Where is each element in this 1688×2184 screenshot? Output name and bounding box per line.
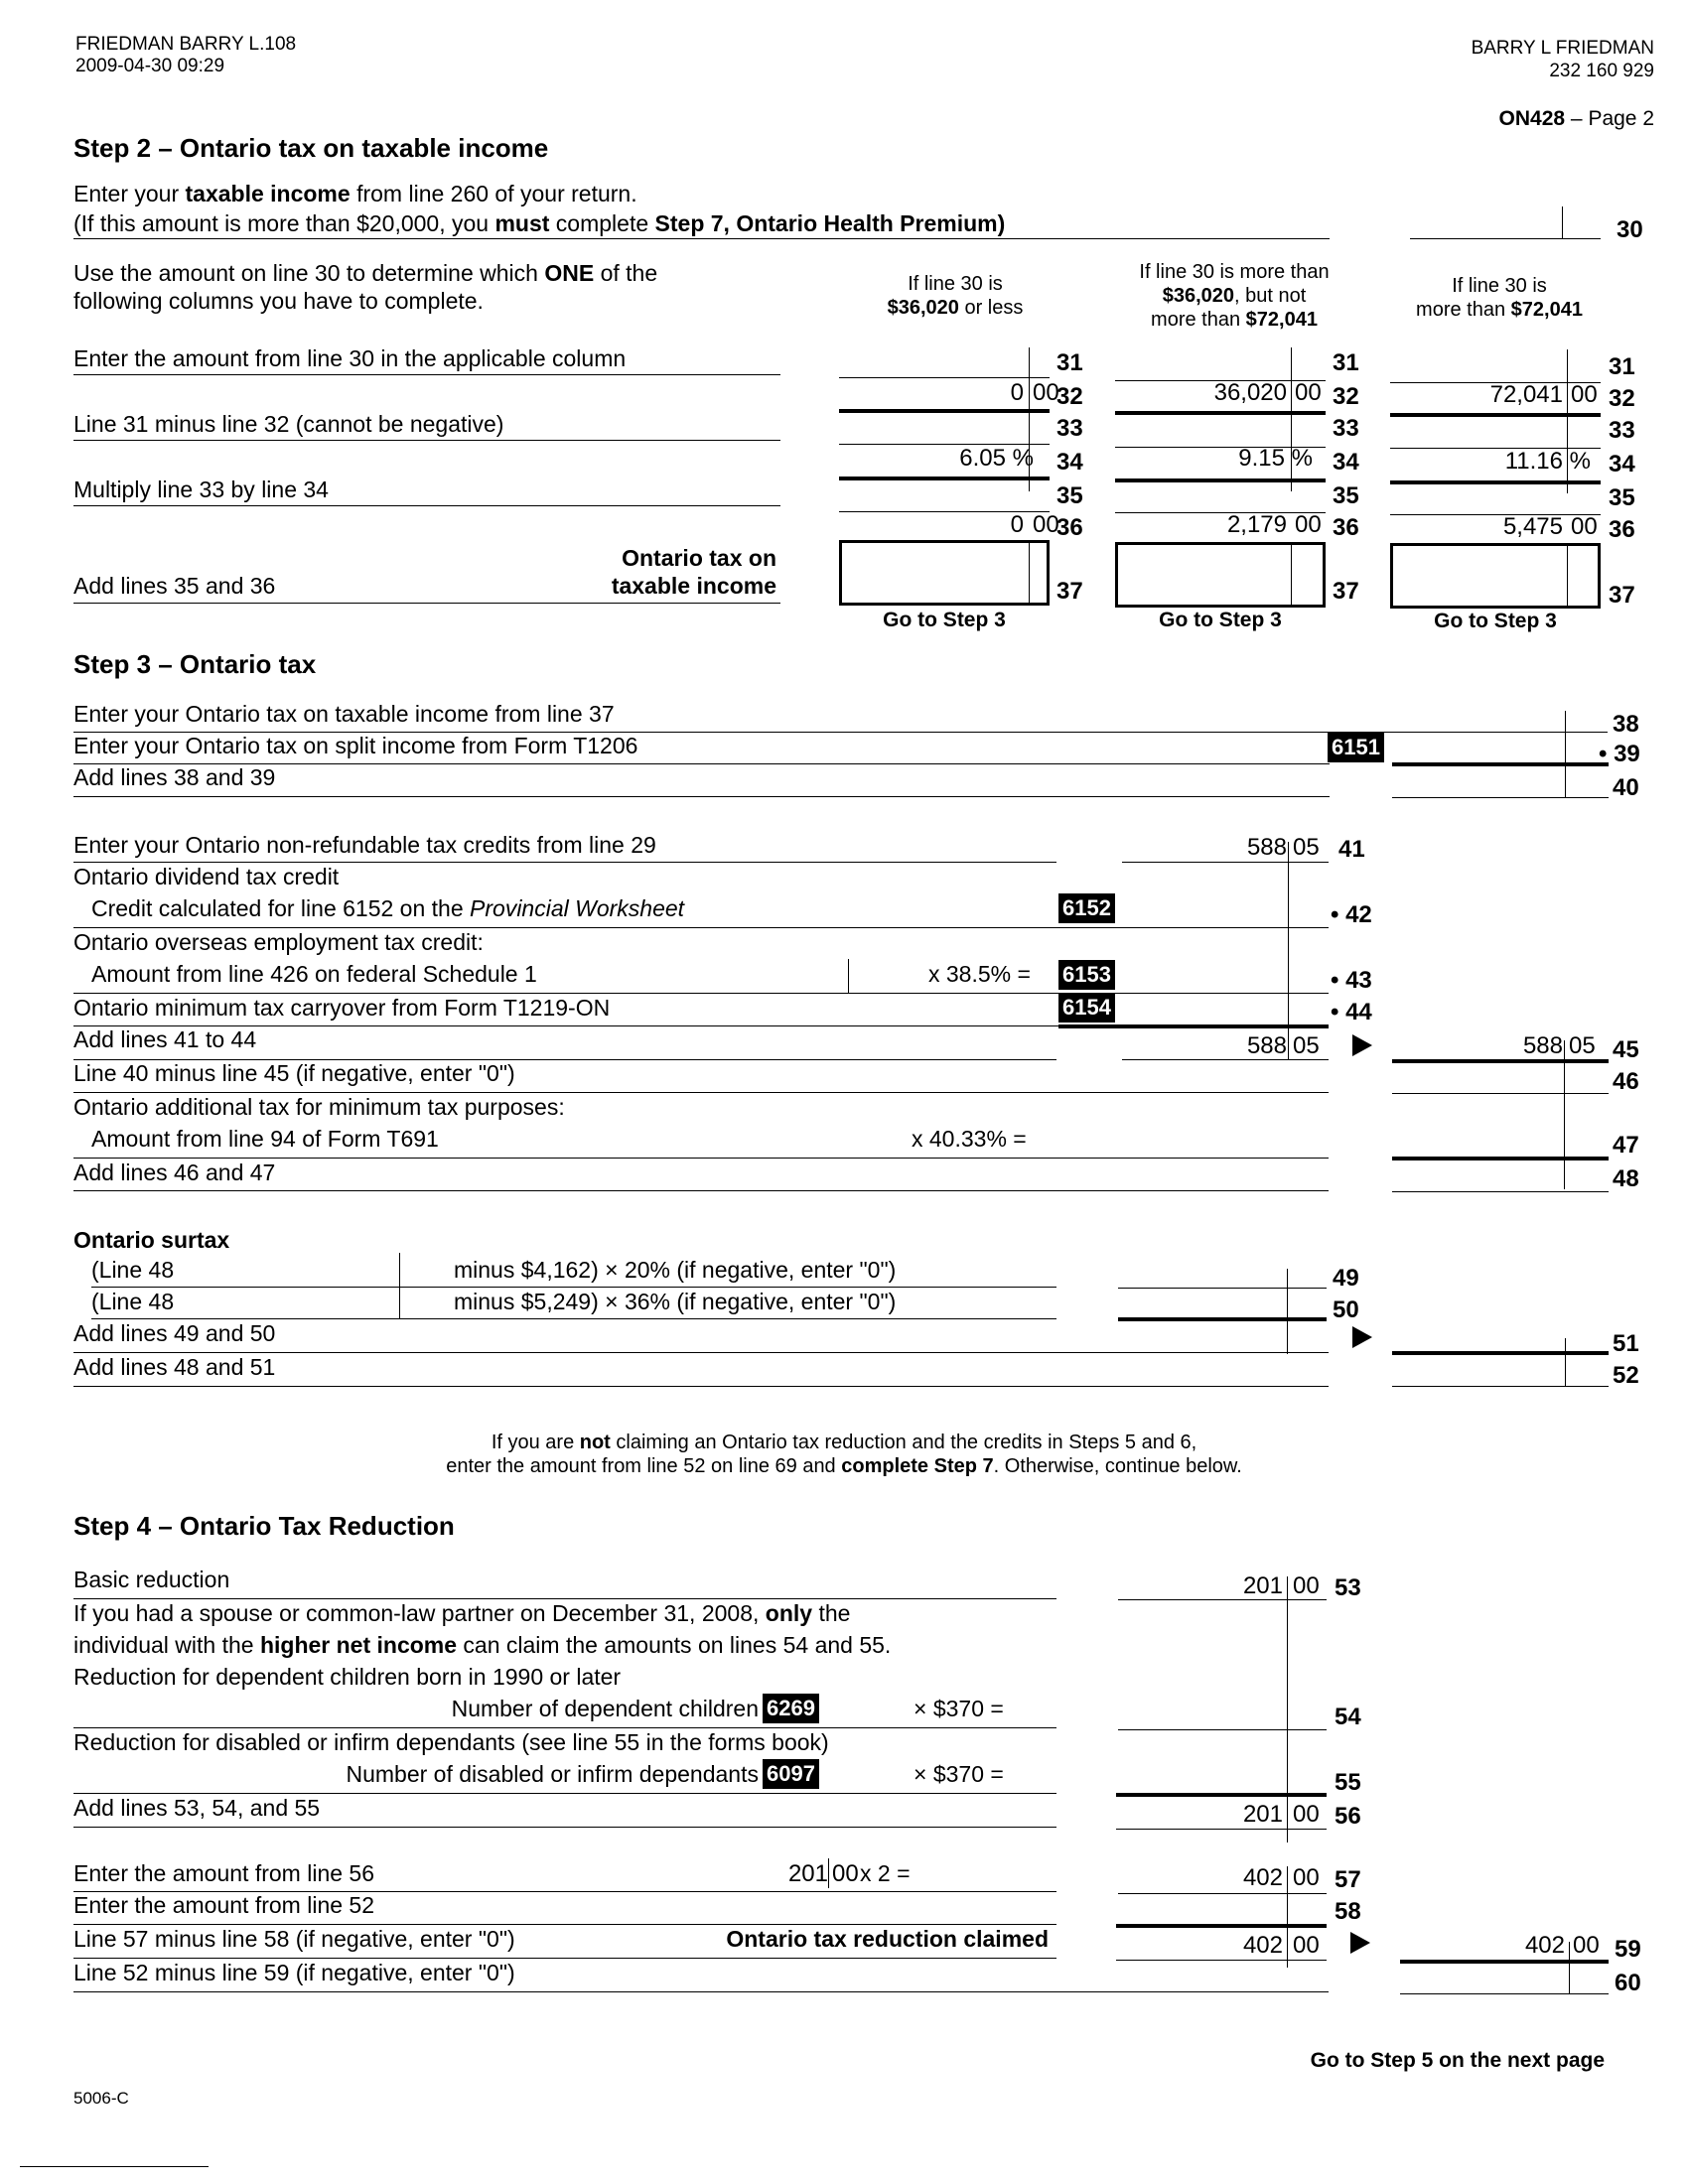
disabled-dependants-input[interactable]: [73, 1793, 1056, 1794]
line-number-40: 40: [1613, 774, 1639, 801]
line36-cents: 00: [1295, 511, 1322, 538]
line-number-35: 35: [1056, 482, 1083, 509]
header-timestamp: 2009-04-30 09:29: [75, 56, 225, 76]
row-42-heading: Ontario dividend tax credit: [73, 864, 340, 889]
rule: [1115, 411, 1326, 415]
rule: [73, 1924, 1056, 1925]
line37-box[interactable]: [839, 540, 1050, 606]
line49-input[interactable]: [91, 1287, 1056, 1288]
skip-step4-note-2: enter the amount from line 52 on line 69 and complete Step 7. Otherwise, continue below.: [446, 1455, 1242, 1477]
line-number-43: • 43: [1331, 967, 1372, 994]
rule: [839, 477, 1050, 480]
rule: [1115, 478, 1326, 482]
rule: [73, 238, 1330, 239]
line-number-32: 32: [1609, 385, 1635, 412]
row-41-label: Enter your Ontario non-refundable tax credits from line 29: [73, 832, 656, 858]
line46-field[interactable]: [1392, 1093, 1609, 1094]
line-number-37: 37: [1609, 582, 1635, 609]
row-57-label: Enter the amount from line 56: [73, 1860, 374, 1886]
line36-dollars: 5,475: [1502, 513, 1563, 540]
line-number-37: 37: [1056, 578, 1083, 605]
cents-divider: [1562, 206, 1563, 238]
row-58-label: Enter the amount from line 52: [73, 1892, 374, 1918]
line36-cents: 00: [1033, 511, 1059, 538]
header-sin: 232 160 929: [1549, 61, 1654, 81]
line-number-56: 56: [1335, 1803, 1361, 1830]
cents-divider: [1564, 1040, 1565, 1189]
line32-cents: 00: [1295, 379, 1322, 406]
cents-divider: [1565, 1338, 1566, 1386]
line58-field[interactable]: [1116, 1924, 1327, 1928]
surtax-input-divider: [399, 1253, 400, 1318]
line59-dollars: 402: [1242, 1932, 1283, 1959]
dependent-children-input[interactable]: [73, 1727, 1056, 1728]
go-to-step3-3: Go to Step 3: [1434, 610, 1557, 632]
line41-dollars: 588: [1246, 834, 1287, 861]
cents-divider: [1287, 1866, 1288, 1968]
row-39-label: Enter your Ontario tax on split income from Form T1206: [73, 733, 638, 758]
line59-subtotal[interactable]: [1116, 1960, 1327, 1961]
row-55-heading: Reduction for disabled or infirm dependants (see line 55 in the forms book): [73, 1729, 829, 1755]
line39-field[interactable]: [1392, 762, 1609, 766]
line31-field[interactable]: [839, 377, 1050, 378]
rule: [839, 409, 1050, 413]
rule: [73, 603, 780, 604]
row-35-label: Multiply line 33 by line 34: [73, 477, 329, 502]
header-taxpayer-name: BARRY L FRIEDMAN: [1471, 38, 1654, 59]
row-43-multiplier: x 38.5% =: [928, 961, 1031, 987]
surtax-heading: Ontario surtax: [73, 1227, 230, 1253]
line59-right-cents: 00: [1573, 1932, 1600, 1959]
line-number-55: 55: [1335, 1769, 1361, 1796]
row-31-label: Enter the amount from line 30 in the applicable column: [73, 345, 627, 371]
line54-field[interactable]: [1118, 1729, 1327, 1730]
line-number-57: 57: [1335, 1866, 1361, 1893]
row-47-multiplier: x 40.33% =: [912, 1126, 1027, 1152]
row-54-label: Number of dependent children: [451, 1696, 759, 1721]
go-to-step3-2: Go to Step 3: [1159, 609, 1282, 631]
field-code-6153: 6153: [1058, 960, 1115, 990]
line-number-44: • 44: [1331, 999, 1372, 1025]
line57-input-dollars: 201: [787, 1860, 828, 1887]
line-number-34: 34: [1056, 449, 1083, 476]
carry-right-arrow-icon: [1352, 1034, 1372, 1056]
line-number-35: 35: [1333, 482, 1359, 509]
line45-dollars: 588: [1246, 1032, 1287, 1059]
row-49-label-b: minus $4,162) × 20% (if negative, enter "0"): [454, 1257, 897, 1283]
cents-divider: [1567, 543, 1568, 607]
line-number-37: 37: [1333, 578, 1359, 605]
rule: [73, 505, 780, 506]
step3-title: Step 3 – Ontario tax: [73, 649, 317, 679]
line53-cents: 00: [1293, 1572, 1320, 1599]
line50-input[interactable]: [91, 1318, 1056, 1319]
row-46-label: Line 40 minus line 45 (if negative, enter "0"): [73, 1060, 515, 1086]
line40-field[interactable]: [1392, 797, 1609, 798]
rule: [73, 1158, 1329, 1159]
row-53-label: Basic reduction: [73, 1567, 230, 1592]
line-number-31: 31: [1609, 353, 1635, 380]
row-49-label-a: (Line 48: [91, 1257, 175, 1283]
line-number-52: 52: [1613, 1362, 1639, 1389]
line-number-31: 31: [1333, 349, 1359, 376]
line36-dollars: 0: [1010, 511, 1024, 538]
row-48-label: Add lines 46 and 47: [73, 1160, 276, 1185]
field-code-6151: 6151: [1328, 733, 1384, 762]
line-number-33: 33: [1333, 415, 1359, 442]
line41-cents: 05: [1293, 834, 1320, 861]
rule: [73, 374, 780, 375]
row-45-label: Add lines 41 to 44: [73, 1026, 257, 1052]
field-code-6154: 6154: [1058, 993, 1115, 1023]
rule: [73, 1598, 1056, 1599]
row-50-label-b: minus $5,249) × 36% (if negative, enter "0"): [454, 1289, 897, 1314]
line-number-46: 46: [1613, 1068, 1639, 1095]
row-37-title-1: Ontario tax on: [622, 545, 776, 571]
line32-cents: 00: [1033, 379, 1059, 406]
line-number-53: 53: [1335, 1574, 1361, 1601]
line-number-31: 31: [1056, 349, 1083, 376]
form-page-label: ON428 – Page 2: [1498, 107, 1654, 130]
step2-instruction-2: following columns you have to complete.: [73, 288, 484, 314]
line-number-49: 49: [1333, 1265, 1359, 1292]
row-51-label: Add lines 49 and 50: [73, 1320, 276, 1346]
line-number-50: 50: [1333, 1297, 1359, 1323]
line56-dollars: 201: [1242, 1801, 1283, 1828]
tax-reduction-claimed-label: Ontario tax reduction claimed: [726, 1926, 1049, 1952]
line34-rate: 11.16 %: [1504, 448, 1591, 475]
carry-right-arrow-icon: [1350, 1932, 1370, 1954]
cents-divider: [1565, 711, 1566, 798]
line-number-59: 59: [1615, 1936, 1641, 1963]
line36-dollars: 2,179: [1226, 511, 1287, 538]
go-to-step5: Go to Step 5 on the next page: [1310, 2049, 1605, 2072]
line43-field[interactable]: [73, 993, 1329, 994]
rule: [73, 796, 1330, 797]
row-56-label: Add lines 53, 54, and 55: [73, 1795, 321, 1821]
step2-intro: Enter your taxable income from line 260 of your return.: [73, 181, 637, 206]
line37-box[interactable]: [1115, 542, 1326, 608]
rule: [73, 1991, 1329, 1992]
line50-field[interactable]: [1118, 1317, 1327, 1321]
line49-field[interactable]: [1118, 1288, 1327, 1289]
row-47-heading: Ontario additional tax for minimum tax purposes:: [73, 1094, 565, 1120]
go-to-step3-1: Go to Step 3: [883, 609, 1006, 631]
rule: [73, 1958, 1056, 1959]
cents-divider: [1029, 540, 1030, 604]
rule: [73, 440, 780, 441]
rule: [73, 1827, 1056, 1828]
line52-field[interactable]: [1392, 1386, 1609, 1387]
rule: [73, 1352, 1329, 1353]
line42-field[interactable]: [73, 927, 1329, 928]
cents-divider: [1291, 542, 1292, 606]
line-number-41: 41: [1338, 836, 1365, 863]
rule: [73, 1092, 1329, 1093]
line-number-60: 60: [1615, 1970, 1641, 1996]
row-40-label: Add lines 38 and 39: [73, 764, 276, 790]
line-number-58: 58: [1335, 1898, 1361, 1925]
row-59-label: Line 57 minus line 58 (if negative, enter "0"): [73, 1926, 515, 1952]
cents-divider: [1287, 1269, 1288, 1354]
line-number-38: 38: [1613, 711, 1639, 738]
rule: [73, 1190, 1329, 1191]
form-code: 5006-C: [73, 2089, 129, 2108]
field-code-6269: 6269: [763, 1694, 819, 1723]
line59-cents: 00: [1293, 1932, 1320, 1959]
step2-title: Step 2 – Ontario tax on taxable income: [73, 133, 549, 163]
line-number-36: 36: [1333, 514, 1359, 541]
cents-divider: [1287, 1576, 1288, 1843]
line60-field[interactable]: [1400, 1993, 1609, 1994]
spouse-note-2: individual with the higher net income can claim the amounts on lines 54 and 55.: [73, 1632, 892, 1658]
row-60-label: Line 52 minus line 59 (if negative, enter "0"): [73, 1960, 515, 1985]
line-number-35: 35: [1609, 484, 1635, 511]
line-number-45: 45: [1613, 1036, 1639, 1063]
line32-dollars: 72,041: [1489, 381, 1563, 408]
step2-intro-warning: (If this amount is more than $20,000, you must complete Step 7, Ontario Health Premium): [73, 210, 1006, 236]
column-header-3: If line 30 is more than $72,041: [1416, 275, 1583, 321]
rule: [1390, 413, 1601, 417]
line-number-32: 32: [1333, 383, 1359, 410]
row-43-heading: Ontario overseas employment tax credit:: [73, 929, 484, 955]
line-number-33: 33: [1609, 417, 1635, 444]
skip-step4-note: If you are not claiming an Ontario tax reduction and the credits in Steps 5 and 6,: [491, 1432, 1197, 1453]
line45-right-cents: 05: [1569, 1032, 1596, 1059]
row-55-label: Number of disabled or infirm dependants: [346, 1761, 759, 1787]
line56-cents: 00: [1293, 1801, 1320, 1828]
rule: [20, 2166, 209, 2167]
row-50-label-a: (Line 48: [91, 1289, 175, 1314]
line-number-54: 54: [1335, 1704, 1361, 1730]
cents-divider: [1569, 1942, 1570, 1993]
row-57-multiplier: x 2 =: [860, 1860, 911, 1886]
line47-field[interactable]: [1392, 1157, 1609, 1160]
rule: [1390, 480, 1601, 484]
row-52-label: Add lines 48 and 51: [73, 1354, 276, 1380]
line53-dollars: 201: [1242, 1572, 1283, 1599]
row-54-multiplier: × $370 =: [914, 1696, 1004, 1721]
line-number-30: 30: [1617, 216, 1643, 243]
line45-right-dollars: 588: [1522, 1032, 1563, 1059]
line41-field[interactable]: [1122, 862, 1329, 863]
line45-cents: 05: [1293, 1032, 1320, 1059]
line32-cents: 00: [1571, 381, 1598, 408]
line59-right-dollars: 402: [1524, 1932, 1565, 1959]
row-47-label: Amount from line 94 of Form T691: [91, 1126, 439, 1152]
row-42-label: Credit calculated for line 6152 on the Provincial Worksheet: [91, 895, 685, 921]
line-number-32: 32: [1056, 383, 1083, 410]
field-code-6152: 6152: [1058, 893, 1115, 923]
row-44-label: Ontario minimum tax carryover from Form T1219-ON: [73, 995, 611, 1021]
line-number-48: 48: [1613, 1165, 1639, 1192]
header-filer-id: FRIEDMAN BARRY L.108: [75, 34, 297, 55]
line57-input-cents: 00: [832, 1860, 859, 1887]
line55-field[interactable]: [1116, 1793, 1327, 1797]
step4-title: Step 4 – Ontario Tax Reduction: [73, 1511, 455, 1541]
row-37-label: Add lines 35 and 36: [73, 573, 276, 599]
line51-field[interactable]: [1392, 1351, 1609, 1355]
line34-rate: 6.05 %: [959, 445, 1034, 472]
line-number-34: 34: [1333, 449, 1359, 476]
line44-field[interactable]: [1058, 1024, 1329, 1028]
row-43-label: Amount from line 426 on federal Schedule 1: [91, 961, 537, 987]
row-37-title-2: taxable income: [611, 573, 776, 599]
field-code-6097: 6097: [763, 1759, 819, 1789]
line36-cents: 00: [1571, 513, 1598, 540]
line-number-47: 47: [1613, 1132, 1639, 1159]
line-number-39: • 39: [1599, 741, 1640, 767]
line32-dollars: 0: [1010, 379, 1024, 406]
line-number-36: 36: [1056, 514, 1083, 541]
step2-instruction: Use the amount on line 30 to determine which ONE of the: [73, 260, 658, 286]
cents-divider: [828, 1858, 829, 1888]
row-33-label: Line 31 minus line 32 (cannot be negative): [73, 411, 504, 437]
line-number-51: 51: [1613, 1330, 1639, 1357]
line57-dollars: 402: [1242, 1864, 1283, 1891]
line-number-36: 36: [1609, 516, 1635, 543]
row-38-label: Enter your Ontario tax on taxable income from line 37: [73, 701, 615, 727]
line57-field[interactable]: [1118, 1893, 1327, 1894]
line48-field[interactable]: [1392, 1191, 1609, 1192]
spouse-note: If you had a spouse or common-law partner on December 31, 2008, only the: [73, 1600, 851, 1626]
row-54-heading: Reduction for dependent children born in 1990 or later: [73, 1664, 622, 1690]
line34-rate: 9.15 %: [1238, 445, 1313, 472]
input-divider: [848, 959, 849, 993]
line30-field[interactable]: [1410, 238, 1601, 239]
row-55-multiplier: × $370 =: [914, 1761, 1004, 1787]
line37-box[interactable]: [1390, 543, 1601, 609]
column-header-2: If line 30 is more than $36,020, but not more than $72,041: [1139, 261, 1330, 331]
line-number-34: 34: [1609, 451, 1635, 478]
line-number-42: • 42: [1331, 901, 1372, 928]
line59-field[interactable]: [1400, 1960, 1609, 1964]
line-number-33: 33: [1056, 415, 1083, 442]
line32-dollars: 36,020: [1213, 379, 1287, 406]
column-header-1: If line 30 is $36,020 or less: [887, 273, 1024, 319]
carry-right-arrow-icon: [1352, 1326, 1372, 1348]
line57-cents: 00: [1293, 1864, 1320, 1891]
rule: [73, 862, 1056, 863]
line56-field[interactable]: [1116, 1829, 1327, 1830]
rule: [73, 1386, 1329, 1387]
